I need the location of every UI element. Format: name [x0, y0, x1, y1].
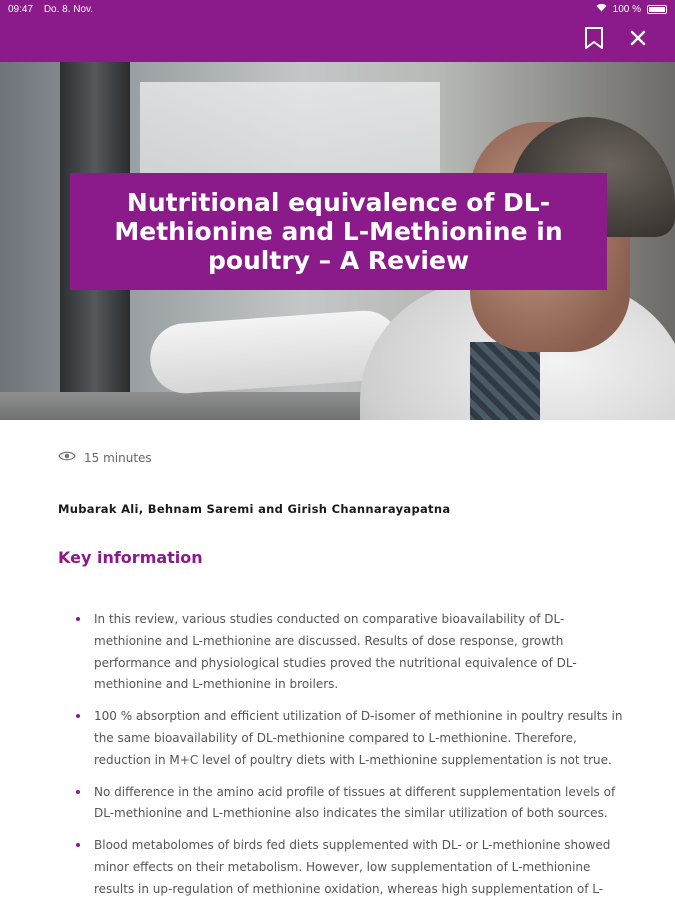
bookmark-button[interactable]: [580, 26, 608, 54]
status-bar-left: [8, 4, 101, 15]
status-bar-right: [596, 3, 667, 15]
top-toolbar: [0, 18, 675, 62]
list-item: In this review, various studies conducted on comparative bioavailability of DL-methionine and L-methionine are discussed. Results of dose response, growth performance and physiological studies proved the nutritional equivalence of DL-methionine and L-methionine in broilers.: [70, 609, 625, 696]
read-time: [58, 450, 152, 465]
article-title: Nutritional equivalence of DL-Methionine and L-Methionine in poultry – A Review: [114, 188, 563, 275]
wifi-icon: [596, 3, 607, 15]
section-title: Key information: [58, 548, 203, 567]
battery-icon: [647, 5, 667, 14]
status-bar: [0, 0, 675, 18]
key-information-list: [70, 609, 625, 900]
status-time: 09:47: [8, 3, 34, 15]
list-item: Blood metabolomes of birds fed diets supplemented with DL- or L-methionine showed minor effects on their metabolism. However, low supplementation of L-methionine results in up-regulation of methionine oxidation, whereas high supplementation of L-: [70, 835, 625, 900]
article-authors: Mubarak Ali, Behnam Saremi and Girish Channarayapatna: [58, 502, 451, 516]
close-icon: [629, 29, 647, 51]
list-item: 100 % absorption and efficient utilization of D-isomer of methionine in poultry results in the same bioavailability of DL-methionine compared to L-methionine. Therefore, reduction in M+C level of poultry diets with L-methionine supplementation is not true.: [70, 706, 625, 771]
list-item: No difference in the amino acid profile of tissues at different supplementation levels of DL-methionine and L-methionine also indicates the similar utilization of both sources.: [70, 782, 625, 826]
close-button[interactable]: [624, 26, 652, 54]
hero-scientist-shirt: [470, 342, 540, 420]
bookmark-icon: [584, 26, 604, 54]
read-time-label: 15 minutes: [84, 450, 152, 465]
battery-percent: 100 %: [612, 3, 641, 15]
status-date: Do. 8. Nov.: [43, 3, 94, 15]
article-title-banner: [70, 173, 607, 290]
eye-icon: [58, 450, 76, 465]
